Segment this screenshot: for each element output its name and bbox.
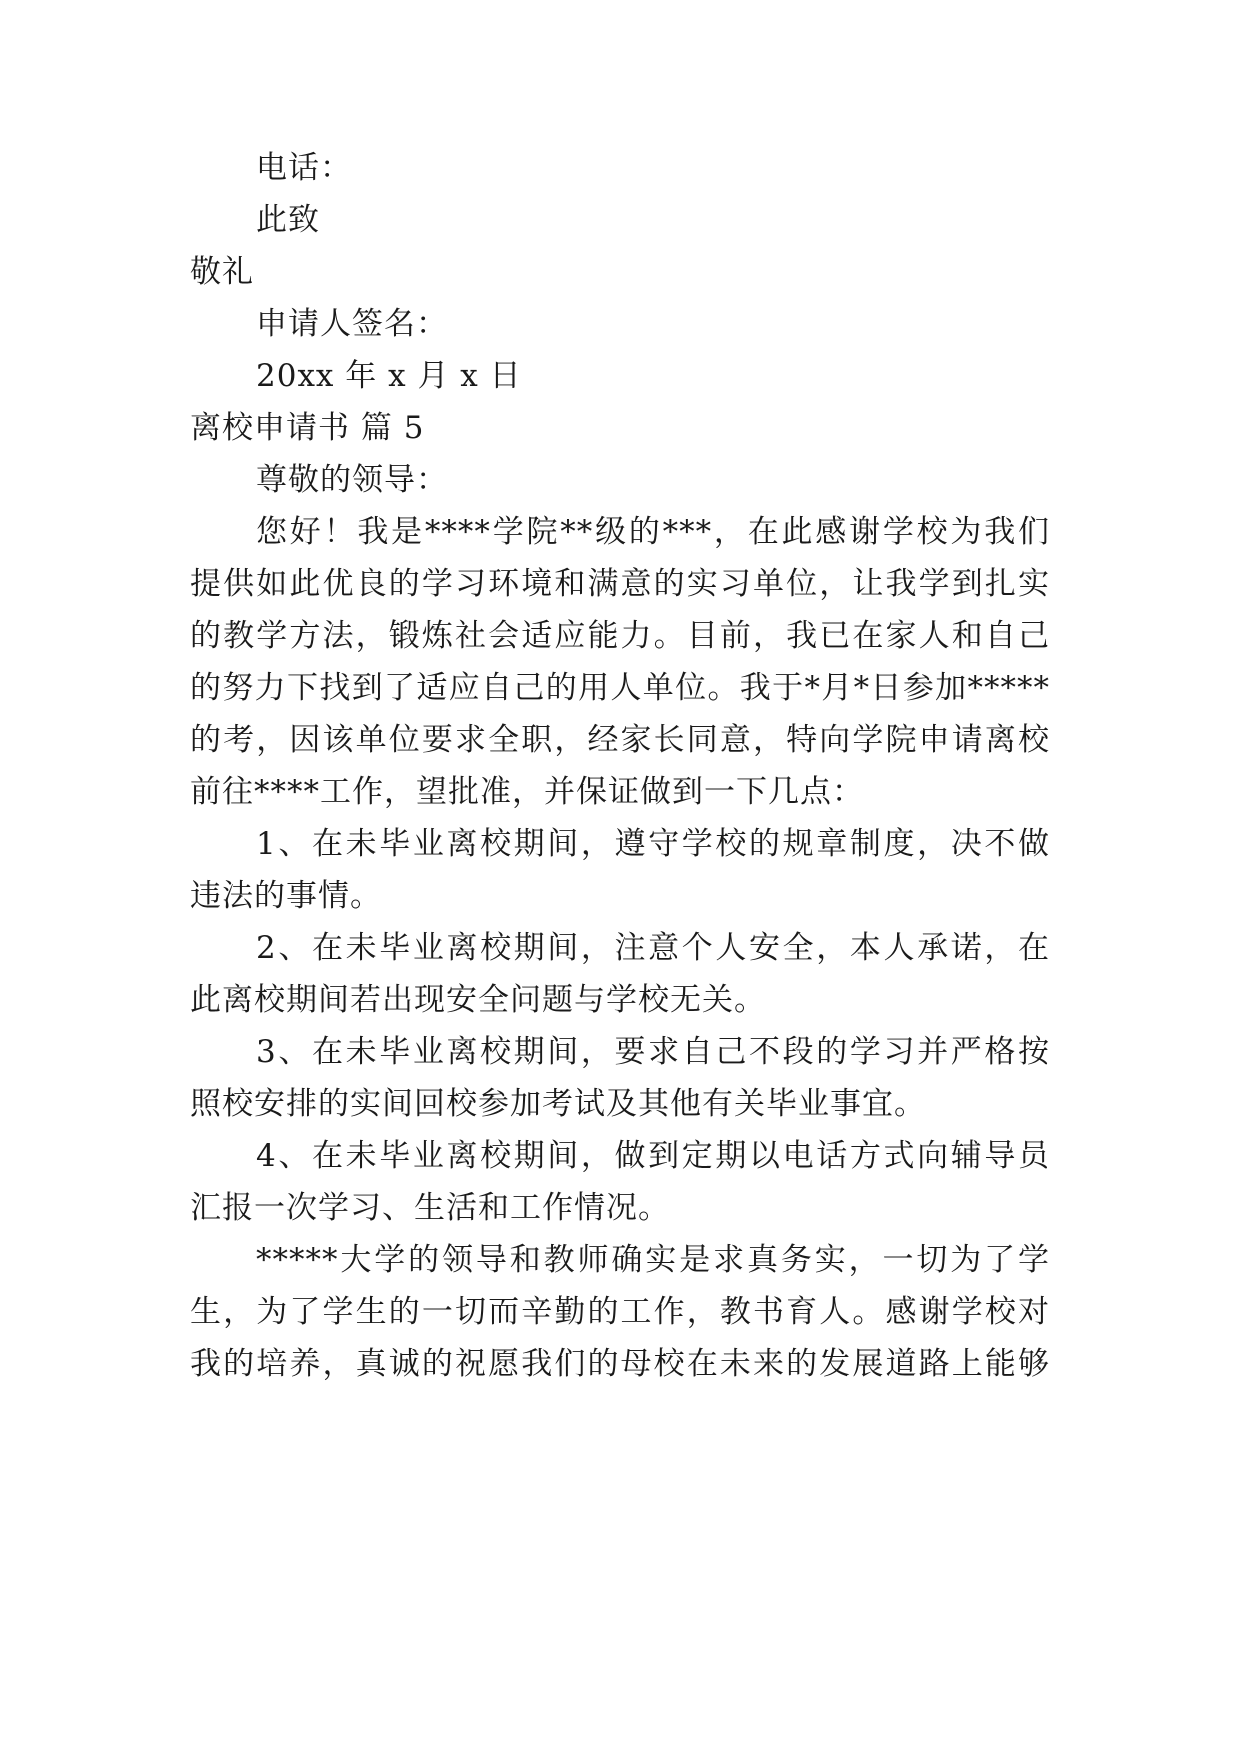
regards-line: 敬礼: [190, 254, 254, 290]
body-line: 提供如此优良的学习环境和满意的实习单位，让我学到扎实: [190, 566, 1050, 602]
body-line: 生，为了学生的一切而辛勤的工作，教书育人。感谢学校对: [190, 1294, 1050, 1330]
body-line: 您好！我是****学院**级的***，在此感谢学校为我们: [256, 514, 1050, 550]
list-item-line: 汇报一次学习、生活和工作情况。: [190, 1190, 670, 1226]
list-item-line: 违法的事情。: [190, 878, 382, 914]
salutation-line: 此致: [256, 202, 320, 238]
body-line: 的教学方法，锻炼社会适应能力。目前，我已在家人和自己: [190, 618, 1050, 654]
body-line: 前往****工作，望批准，并保证做到一下几点：: [190, 774, 864, 810]
body-line: *****大学的领导和教师确实是求真务实，一切为了学: [256, 1242, 1050, 1278]
date-line: 20xx 年 x 月 x 日: [256, 358, 522, 394]
list-item-line: 照校安排的实间回校参加考试及其他有关毕业事宜。: [190, 1086, 926, 1122]
signature-line: 申请人签名：: [256, 306, 448, 342]
list-item-line: 1、在未毕业离校期间，遵守学校的规章制度，决不做: [256, 826, 1050, 862]
body-line: 的努力下找到了适应自己的用人单位。我于*月*日参加*****: [190, 670, 1050, 706]
list-item-line: 3、在未毕业离校期间，要求自己不段的学习并严格按: [256, 1034, 1050, 1070]
list-item-line: 4、在未毕业离校期间，做到定期以电话方式向辅导员: [256, 1138, 1050, 1174]
list-item-line: 此离校期间若出现安全问题与学校无关。: [190, 982, 766, 1018]
body-line: 我的培养，真诚的祝愿我们的母校在未来的发展道路上能够: [190, 1346, 1050, 1382]
greeting-line: 尊敬的领导：: [256, 462, 448, 498]
section-title: 离校申请书 篇 5: [190, 410, 425, 446]
phone-line: 电话：: [256, 150, 352, 186]
list-item-line: 2、在未毕业离校期间，注意个人安全，本人承诺，在: [256, 930, 1050, 966]
body-line: 的考，因该单位要求全职，经家长同意，特向学院申请离校: [190, 722, 1050, 758]
